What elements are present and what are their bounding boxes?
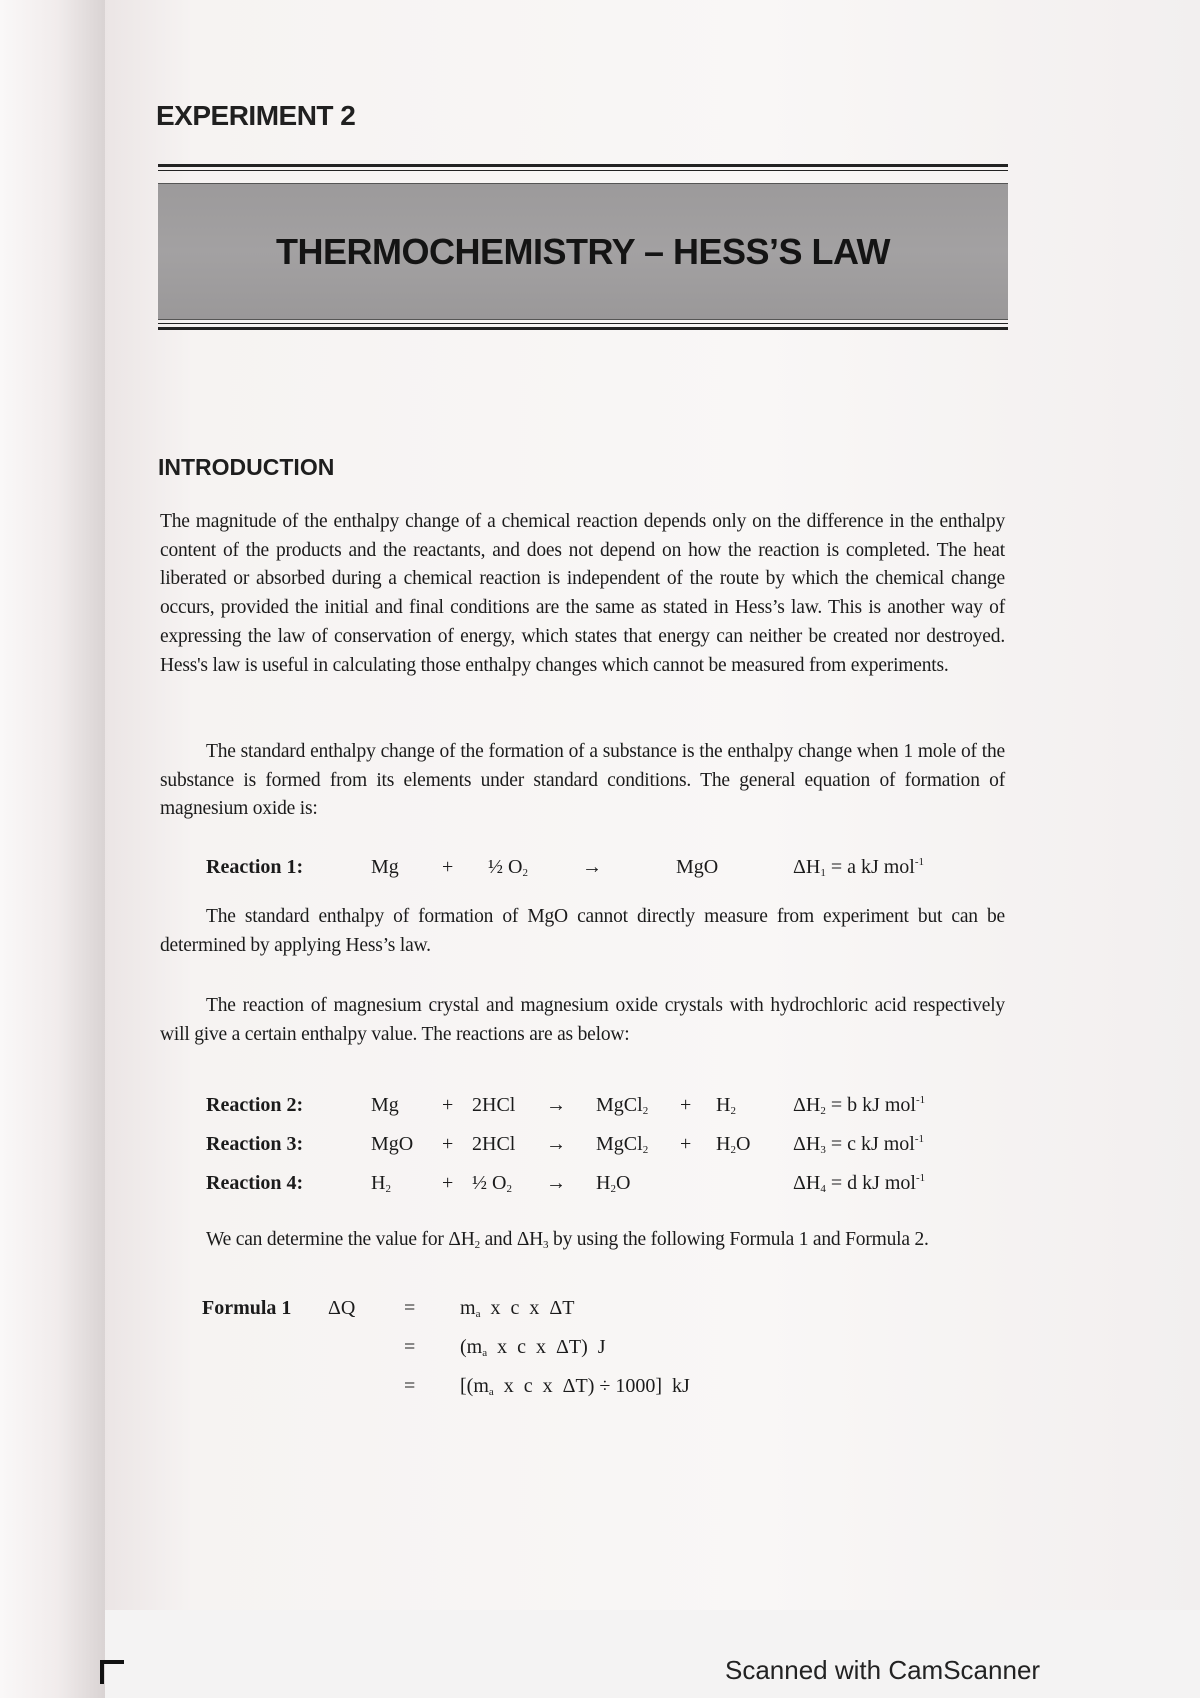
subscript: 4 (820, 1183, 826, 1195)
top-rule-thick (158, 164, 1008, 167)
formula-1-line-3 (202, 1375, 802, 1409)
reaction-4 (206, 1172, 1006, 1202)
experiment-title: EXPERIMENT 2 (156, 100, 356, 131)
subscript: 2 (610, 1183, 616, 1195)
formula-intro-text: We can determine the value for (206, 1229, 449, 1250)
section-heading-introduction: INTRODUCTION (158, 454, 335, 480)
reaction-arrow: → (582, 856, 602, 878)
plus-sign: + (680, 1094, 692, 1116)
equals-sign: = (404, 1375, 416, 1397)
scanner-watermark: Scanned with CamScanner (725, 1655, 1041, 1685)
paragraph-hess-law: The magnitude of the enthalpy change of a chemical reaction depends only on the difference in the enthalpy content of the products and the reactants, and does not depend on how the reaction is completed. The heat liberated or absorbed during a chemical reaction is independent of the route by which the chemical change occurs, provided the initial and final conditions are the same as stated in Hess’s law. This is another way of expressing the law of conservation of energy, which states that energy can neither be created nor destroyed. Hess's law is useful in calculating those enthalpy changes which cannot be measured from experiments. (160, 511, 1005, 676)
enthalpy-value (793, 856, 924, 879)
reactant-2: 2HCl (472, 1133, 516, 1155)
formula-1-line-2 (202, 1336, 802, 1370)
subscript: 2 (730, 1144, 736, 1156)
formula-expression (460, 1375, 690, 1398)
paragraph-hcl-reactions: The reaction of magnesium crystal and magnesium oxide crystals with hydrochloric acid respectively will give a certain enthalpy value. The reactions are as below: (160, 995, 1005, 1045)
banner-title: THERMOCHEMISTRY – HESS’S LAW (275, 230, 891, 272)
product-2 (716, 1094, 736, 1117)
plus-sign: + (442, 856, 454, 878)
subscript: 2 (820, 1105, 826, 1117)
superscript: -1 (916, 1094, 926, 1106)
formula-text: (m (460, 1336, 483, 1358)
reactant-2 (472, 1172, 512, 1195)
subscript: 2 (642, 1144, 649, 1156)
enthalpy-text: = b kJ mol (825, 1094, 916, 1116)
formula-expression (460, 1297, 574, 1320)
top-rule-thin (158, 170, 1008, 171)
enthalpy-text: = a kJ mol (825, 856, 915, 878)
product-2-text: H (716, 1133, 731, 1155)
subscript: a (475, 1308, 481, 1320)
formula-text: x c x ΔT) J (487, 1336, 606, 1358)
delta-h: ΔH (793, 1094, 821, 1116)
formula-text: x c x ΔT (480, 1297, 575, 1319)
reaction-label: Reaction 1: (206, 856, 304, 878)
enthalpy-value (793, 1172, 925, 1195)
enthalpy-text: = c kJ mol (825, 1133, 915, 1155)
paragraph-standard-enthalpy: The standard enthalpy change of the formation of a substance is the enthalpy change when 1 mole of the substance is formed from its elements under standard conditions. The general equation of formation of magnesium oxide is: (160, 741, 1005, 820)
formula-intro-text: by using the following Formula 1 and Formula 2. (548, 1229, 929, 1250)
product-1: MgO (676, 856, 719, 878)
scan-margin (0, 0, 105, 1698)
title-banner (158, 183, 1008, 320)
reactant-2 (488, 856, 528, 879)
formula-text: m (460, 1297, 476, 1319)
plus-sign: + (442, 1172, 454, 1194)
reactant-1-text: H (371, 1172, 386, 1194)
product-1-text: H (596, 1172, 611, 1194)
formula-text: [(m (460, 1375, 489, 1397)
formula-text: x c x ΔT) ÷ 1000] kJ (493, 1375, 690, 1397)
enthalpy-value (793, 1133, 924, 1156)
reaction-arrow: → (546, 1172, 566, 1194)
page-corner-mark (100, 1660, 124, 1664)
reaction-arrow: → (546, 1094, 566, 1116)
enthalpy-text: = d kJ mol (825, 1172, 916, 1194)
plus-sign: + (680, 1133, 692, 1155)
product-2 (716, 1133, 750, 1156)
superscript: -1 (914, 856, 925, 868)
formula-expression (460, 1336, 606, 1359)
reaction-2 (206, 1094, 1006, 1124)
bottom-rule-thin (158, 323, 1008, 324)
formula-intro-text: and (479, 1229, 517, 1250)
subscript: 2 (522, 867, 528, 879)
reaction-arrow: → (546, 1133, 566, 1155)
delta-h: ΔH (793, 1133, 821, 1155)
plus-sign: + (442, 1094, 454, 1116)
delta-h: ΔH (516, 1229, 544, 1250)
paragraph-mgo-formation: The standard enthalpy of formation of MgO cannot directly measure from experiment but can be determined by applying Hess’s law. (160, 906, 1005, 956)
enthalpy-value (793, 1094, 925, 1117)
reaction-label: Reaction 4: (206, 1172, 304, 1194)
product-1-text: MgCl (596, 1133, 643, 1155)
subscript: a (482, 1347, 488, 1359)
formula-label: Formula 1 (202, 1297, 292, 1319)
reactant-1: Mg (371, 1094, 399, 1116)
subscript: 3 (543, 1239, 549, 1251)
subscript: 2 (506, 1183, 512, 1195)
reaction-label: Reaction 3: (206, 1133, 304, 1155)
product-1 (596, 1133, 648, 1156)
subscript: 2 (474, 1239, 480, 1251)
equals-sign: = (404, 1336, 416, 1358)
superscript: -1 (916, 1172, 926, 1184)
reaction-label: Reaction 2: (206, 1094, 304, 1116)
formula-lhs: ΔQ (328, 1297, 356, 1319)
delta-h: ΔH (793, 856, 821, 878)
reactant-1: Mg (371, 856, 399, 878)
formula-1-line-1 (202, 1297, 802, 1331)
subscript: 1 (820, 867, 826, 879)
subscript: 2 (385, 1183, 391, 1195)
reactant-2-text: ½ O (472, 1172, 507, 1194)
reaction-1 (206, 856, 1006, 886)
product-2-text: H (716, 1094, 731, 1116)
reactant-1 (371, 1172, 391, 1195)
bottom-rule-thick (158, 327, 1008, 330)
product-1 (596, 1172, 630, 1195)
reactant-1: MgO (371, 1133, 414, 1155)
product-2-tail: O (735, 1133, 751, 1155)
delta-h: ΔH (448, 1229, 475, 1250)
subscript: 3 (820, 1144, 826, 1156)
product-1 (596, 1094, 648, 1117)
product-1-text: MgCl (596, 1094, 643, 1116)
subscript: 2 (730, 1105, 736, 1117)
subscript: a (488, 1386, 494, 1398)
plus-sign: + (442, 1133, 454, 1155)
delta-h: ΔH (793, 1172, 821, 1194)
reaction-3 (206, 1133, 1006, 1163)
reactant-2: 2HCl (472, 1094, 516, 1116)
superscript: -1 (914, 1133, 925, 1145)
paragraph-formula-intro (206, 1226, 1006, 1260)
equals-sign: = (404, 1297, 416, 1319)
reactant-2-text: ½ O (488, 856, 523, 878)
product-1-tail: O (615, 1172, 631, 1194)
subscript: 2 (642, 1105, 649, 1117)
